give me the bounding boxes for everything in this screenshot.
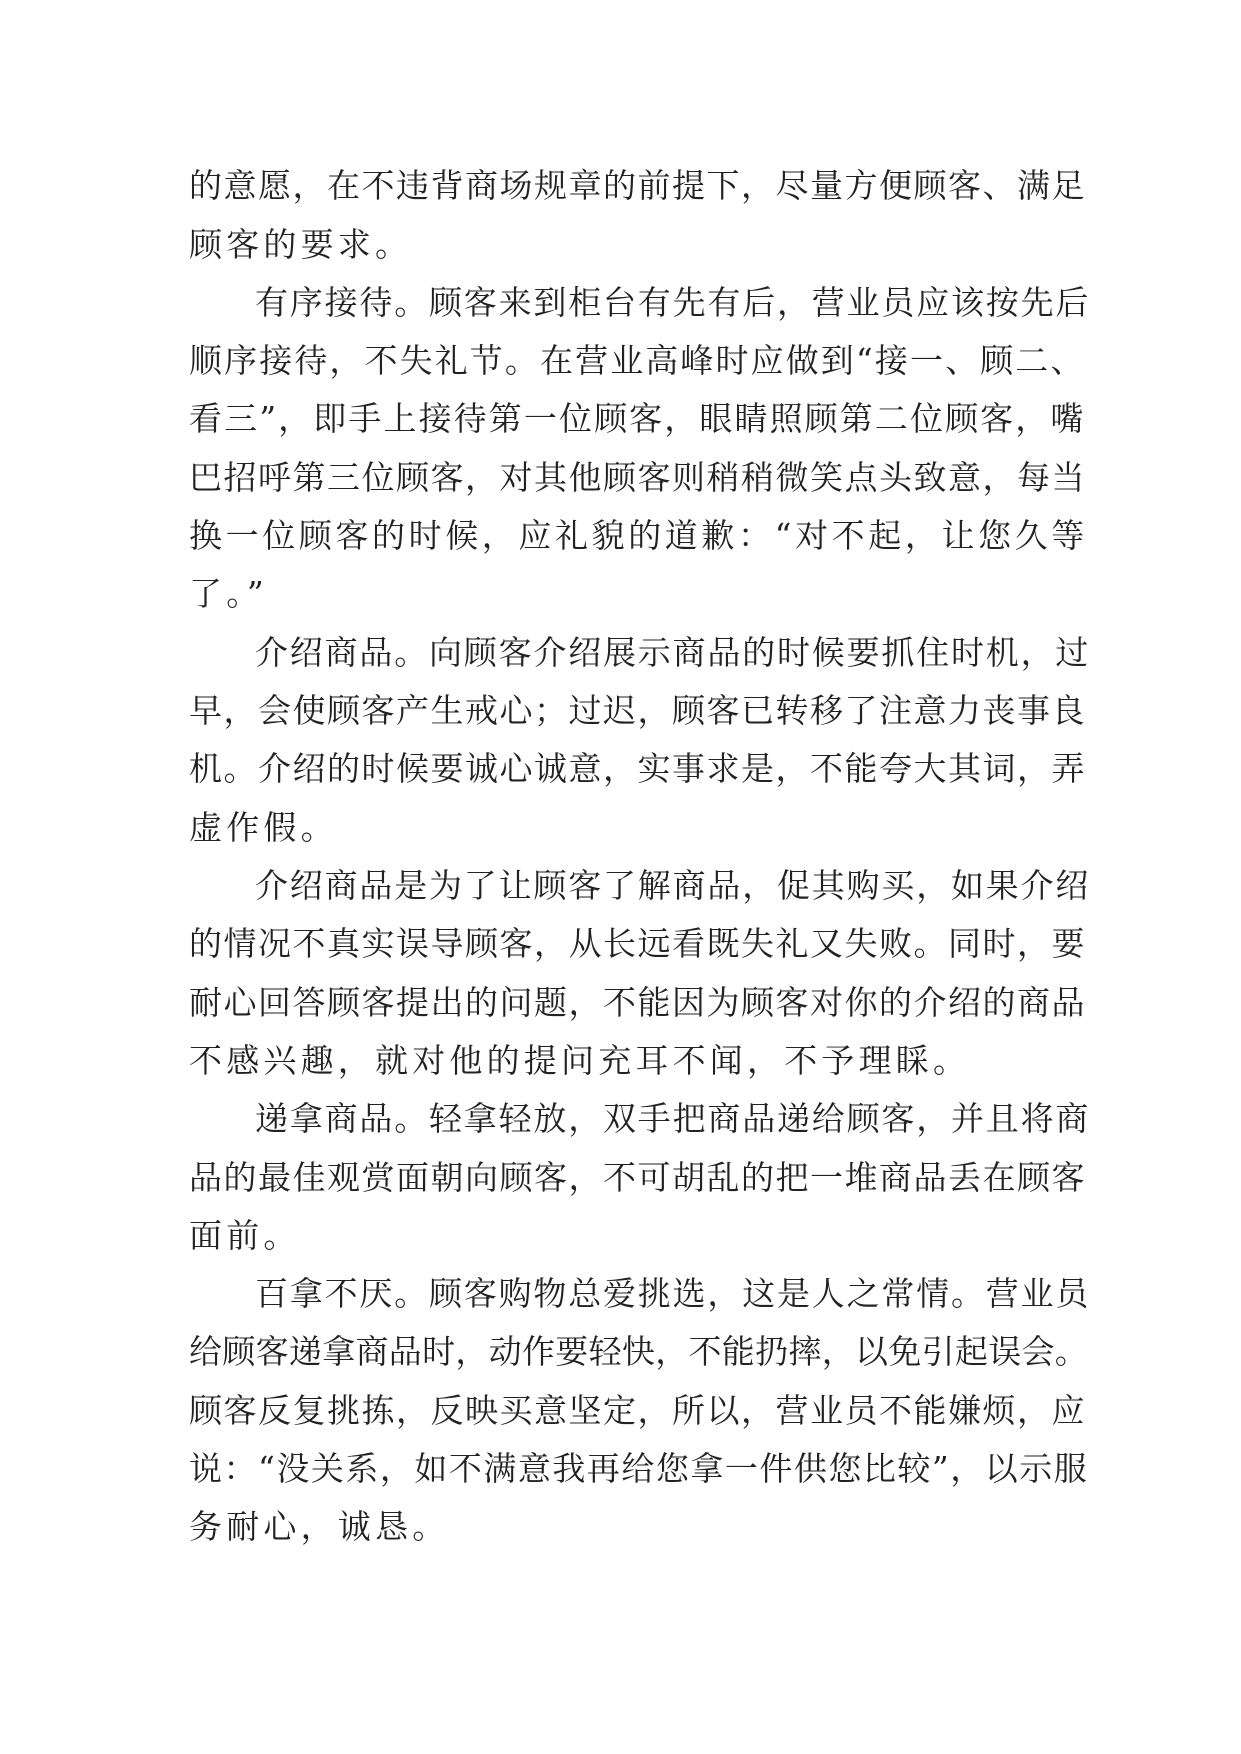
text-line: 品的最佳观赏面朝向顾客，不可胡乱的把一堆商品丢在顾客 — [189, 1158, 1086, 1197]
text-line: 给顾客递拿商品时，动作要轻快，不能扔摔，以免引起误会。 — [189, 1332, 1089, 1371]
text-line: 换一位顾客的时候，应礼貌的道歉：“对不起，让您久等 — [189, 516, 1088, 555]
text-line: 介绍商品是为了让顾客了解商品，促其购买，如果介绍 — [255, 866, 1091, 905]
text-line: 面前。 — [189, 1216, 301, 1255]
text-line: 顾客的要求。 — [189, 225, 413, 264]
text-line: 的意愿，在不违背商场规章的前提下，尽量方便顾客、满足 — [189, 166, 1086, 205]
text-line: 顺序接待，不失礼节。在营业高峰时应做到“接一、顾二、 — [189, 341, 1086, 380]
text-line: 早，会使顾客产生戒心；过迟，顾客已转移了注意力丧事良 — [189, 691, 1086, 730]
text-line: 耐心回答顾客提出的问题，不能因为顾客对你的介绍的商品 — [189, 983, 1086, 1022]
text-line: 有序接待。顾客来到柜台有先有后，营业员应该按先后 — [255, 283, 1091, 322]
text-line: 的情况不真实误导顾客，从长远看既失礼又失败。同时，要 — [189, 924, 1086, 963]
text-line: 看三”，即手上接待第一位顾客，眼睛照顾第二位顾客，嘴 — [189, 399, 1086, 438]
text-line: 务耐心，诚恳。 — [189, 1507, 450, 1546]
text-line: 百拿不厌。顾客购物总爱挑选，这是人之常情。营业员 — [255, 1274, 1091, 1313]
text-line: 虚作假。 — [189, 808, 338, 847]
text-line: 不感兴趣，就对他的提问充耳不闻，不予理睬。 — [189, 1041, 971, 1080]
text-line: 巴招呼第三位顾客，对其他顾客则稍稍微笑点头致意，每当 — [189, 458, 1086, 497]
text-line: 说：“没关系，如不满意我再给您拿一件供您比较”，以示服 — [189, 1449, 1089, 1488]
text-line: 了。” — [189, 574, 268, 613]
text-line: 顾客反复挑拣，反映买意坚定，所以，营业员不能嫌烦，应 — [189, 1391, 1086, 1430]
text-line: 介绍商品。向顾客介绍展示商品的时候要抓住时机，过 — [255, 633, 1091, 672]
text-line: 递拿商品。轻拿轻放，双手把商品递给顾客，并且将商 — [255, 1099, 1091, 1138]
text-line: 机。介绍的时候要诚心诚意，实事求是，不能夸大其词，弄 — [189, 749, 1086, 788]
